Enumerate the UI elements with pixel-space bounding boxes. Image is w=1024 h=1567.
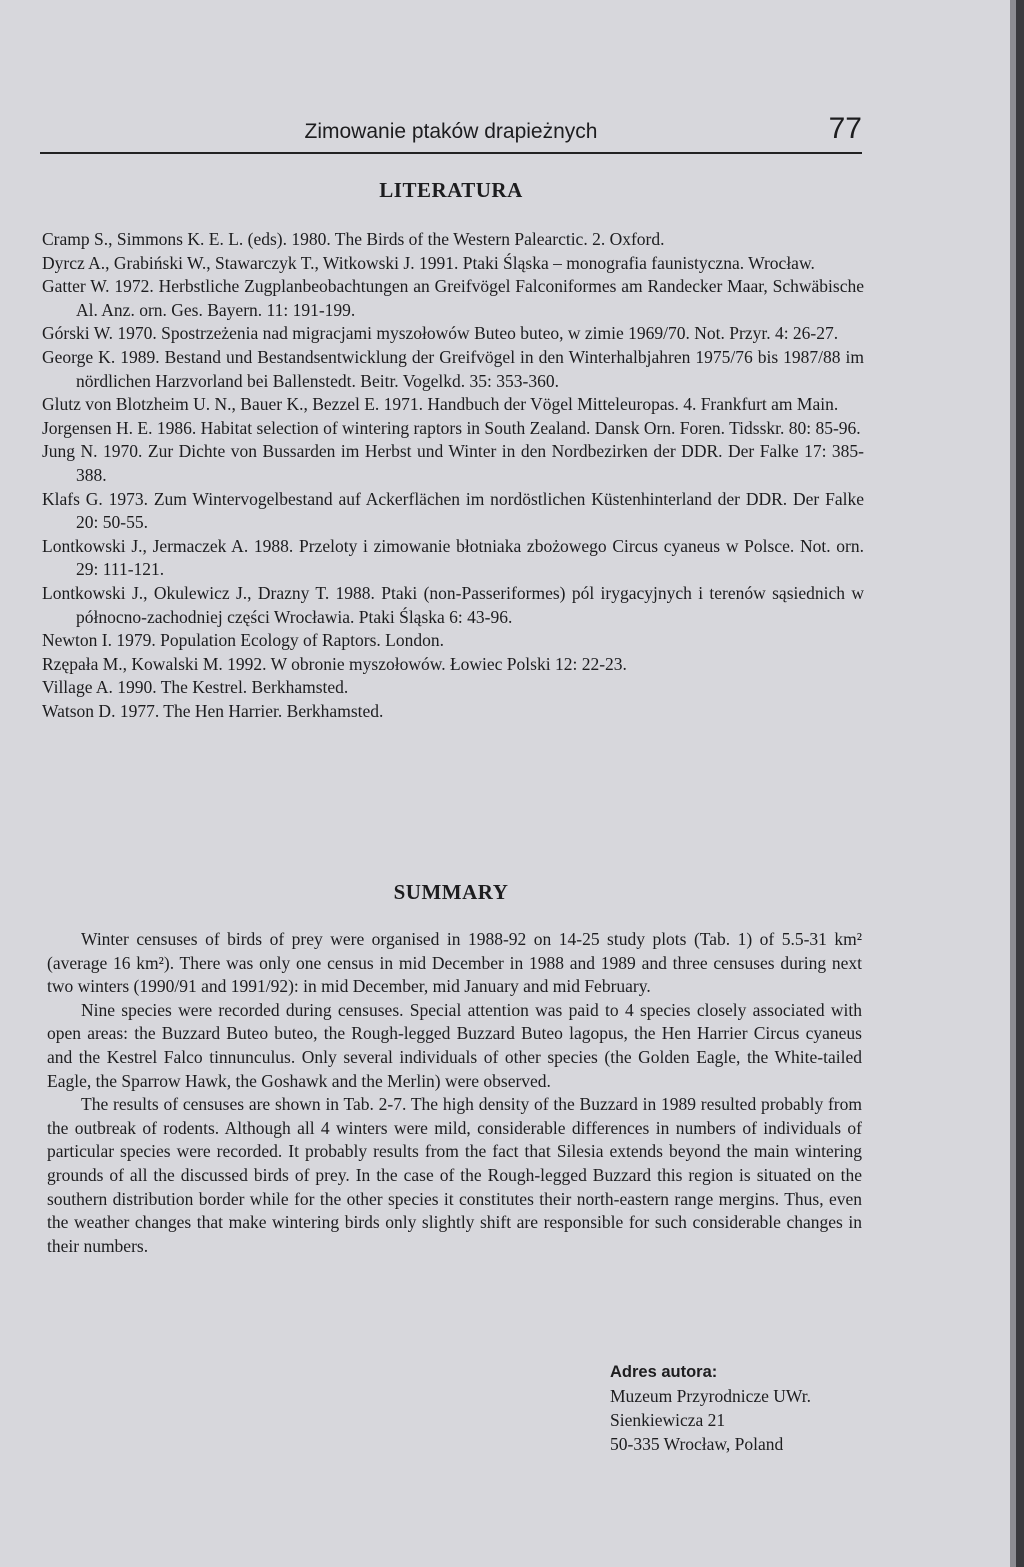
reference-item: Village A. 1990. The Kestrel. Berkhamsted.: [42, 677, 349, 698]
address-line: Muzeum Przyrodnicze UWr.: [610, 1386, 811, 1406]
author-address: [610, 1360, 811, 1456]
summary-heading: SUMMARY: [393, 880, 509, 904]
summary-body: [47, 928, 862, 1258]
reference-item: Jorgensen H. E. 1986. Habitat selection of wintering raptors in South Zealand. Dansk Orn. Foren. Tidsskr. 80: 85-96.: [42, 417, 861, 438]
running-title: Zimowanie ptaków drapieżnych: [304, 120, 598, 143]
summary-paragraph: The results of censuses are shown in Tab. 2-7. The high density of the Buzzard in 1989 resulted probably from the outbreak of rodents. Although all 4 winters were mild, considerable differences in numbers of individuals of particular species were recorded. It probably results from the fact that Silesia extends beyond the main wintering grounds of all the discussed birds of prey. In the case of the Rough-legged Buzzard this region is situated on the southern distribution border while for the other species it constitutes their north-eastern range mergins. Thus, even the weather changes that make wintering birds only slightly shift are responsible for such considerable changes in their numbers.: [47, 1094, 862, 1256]
page-number: 77: [828, 112, 862, 145]
reference-item: Gatter W. 1972. Herbstliche Zugplanbeobachtungen an Greifvögel Falconiformes am Randecker Maar, Schwäbische Al. Anz. orn. Ges. Bayern. 11: 191-199.: [42, 276, 864, 320]
reference-item: Glutz von Blotzheim U. N., Bauer K., Bezzel E. 1971. Handbuch der Vögel Mitteleuropas. 4. Frankfurt am Main.: [42, 394, 839, 415]
reference-item: Lontkowski J., Jermaczek A. 1988. Przeloty i zimowanie błotniaka zbożowego Circus cyaneus w Polsce. Not. orn. 29: 111-121.: [42, 535, 864, 580]
reference-list: [42, 228, 864, 723]
reference-item: Jung N. 1970. Zur Dichte von Bussarden im Herbst und Winter in den Nordbezirken der DDR. Der Falke 17: 385-388.: [42, 441, 864, 485]
reference-item: George K. 1989. Bestand und Bestandsentwicklung der Greifvögel in den Winterhalbjahren 1975/76 bis 1987/88 im nördlichen Harzvorland bei Ballenstedt. Beitr. Vogelkd. 35: 353-360.: [42, 346, 864, 391]
address-title: Adres autora:: [610, 1363, 718, 1381]
address-line: Sienkiewicza 21: [610, 1410, 726, 1430]
summary-paragraph: Winter censuses of birds of prey were organised in 1988-92 on 14-25 study plots (Tab. 1) of 5.5-31 km² (average 16 km²). There was only one census in mid December in 1988 and 1989 and three censuses during next two winters (1990/91 and 1991/92): in mid December, mid January and mid February.: [47, 929, 862, 997]
reference-item: Górski W. 1970. Spostrzeżenia nad migracjami myszołowów Buteo buteo, w zimie 1969/70. Not. Przyr. 4: 26-27.: [42, 323, 839, 344]
reference-item: Klafs G. 1973. Zum Wintervogelbestand auf Ackerflächen im nordöstlichen Küstenhinterland der DDR. Der Falke 20: 50-55.: [42, 488, 864, 533]
reference-item: Cramp S., Simmons K. E. L. (eds). 1980. The Birds of the Western Palearctic. 2. Oxford.: [42, 229, 665, 249]
reference-item: Dyrcz A., Grabiński W., Stawarczyk T., Witkowski J. 1991. Ptaki Śląska – monografia faunistyczna. Wrocław.: [42, 252, 815, 273]
reference-item: Rzępała M., Kowalski M. 1992. W obronie myszołowów. Łowiec Polski 12: 22-23.: [42, 653, 627, 674]
literature-heading: LITERATURA: [379, 178, 523, 202]
summary-paragraph: Nine species were recorded during censuses. Special attention was paid to 4 species closely associated with open areas: the Buzzard Buteo buteo, the Rough-legged Buzzard Buteo lagopus, the Hen Harrier Circus cyaneus and the Kestrel Falco tinnunculus. Only several individuals of other species (the Golden Eagle, the White-tailed Eagle, the Sparrow Hawk, the Goshawk and the Merlin) were observed.: [47, 999, 862, 1091]
reference-item: Newton I. 1979. Population Ecology of Raptors. London.: [42, 630, 444, 651]
address-line: 50-335 Wrocław, Poland: [610, 1434, 784, 1454]
reference-item: Watson D. 1977. The Hen Harrier. Berkhamsted.: [42, 700, 384, 721]
running-header: [40, 112, 862, 154]
reference-item: Lontkowski J., Okulewicz J., Drazny T. 1988. Ptaki (non-Passeriformes) pól irygacyjnych i terenów sąsiednich w północno-zachodniej części Wrocławia. Ptaki Śląska 6: 43-96.: [42, 582, 864, 627]
